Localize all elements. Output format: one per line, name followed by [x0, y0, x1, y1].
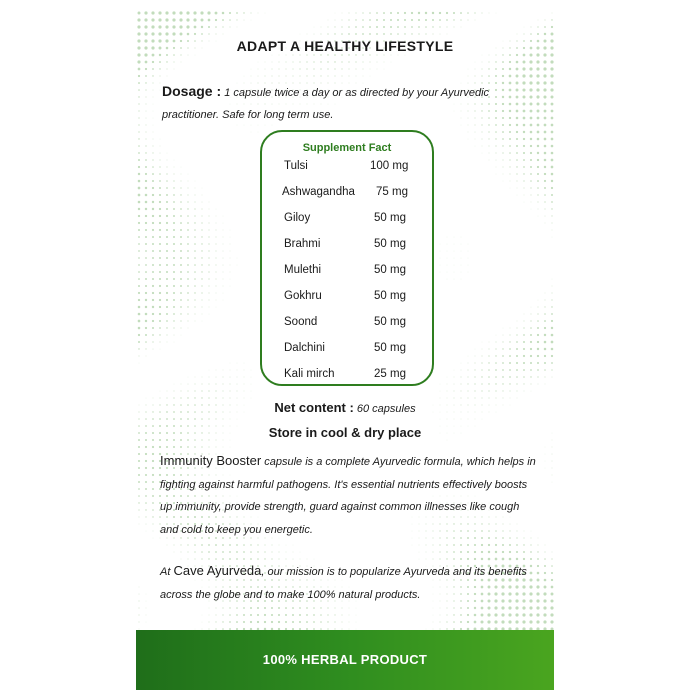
ingredient-name: Ashwagandha [282, 186, 355, 198]
ingredient-name: Gokhru [284, 290, 322, 302]
ingredient-name: Tulsi [284, 160, 308, 172]
dosage-label: Dosage : [162, 83, 222, 99]
ingredient-amount: 50 mg [374, 290, 406, 302]
net-content-value: 60 capsules [356, 403, 416, 415]
page-title: ADAPT A HEALTHY LIFESTYLE [236, 38, 454, 54]
ingredient-amount: 50 mg [374, 212, 406, 224]
net-content-label: Net content : [274, 400, 354, 415]
ingredient-amount: 50 mg [374, 238, 406, 250]
product-name: Immunity Booster [160, 453, 262, 468]
ingredient-amount: 25 mg [374, 368, 406, 380]
storage-instructions: Store in cool & dry place [268, 425, 422, 440]
immunity-paragraph [160, 450, 540, 541]
supplement-fact-title: Supplement Fact [302, 142, 392, 154]
dosage-text: 1 capsule twice a day or as directed by your Ayurvedic practitioner. Safe for long term use. [162, 87, 490, 121]
ingredient-amount: 50 mg [374, 264, 406, 276]
mission-prefix: At [160, 566, 171, 578]
ingredient-name: Brahmi [284, 238, 321, 250]
ingredient-name: Soond [284, 316, 318, 328]
immunity-text: capsule is a complete Ayurvedic formula, which helps in fighting against harmful pathogens. It's essential nutrients effectively boosts up immunity, provide strength, guard against common illnesses like cough and cold to keep you energetic. [160, 456, 536, 536]
ingredient-name: Dalchini [284, 342, 325, 354]
herbal-product-banner: 100% HERBAL PRODUCT [136, 630, 554, 690]
net-content [136, 400, 554, 415]
ingredient-amount: 75 mg [376, 186, 408, 198]
mission-text: , our mission is to popularize Ayurveda and its benefits across the globe and to make 100% natural products. [160, 566, 527, 601]
ingredient-name: Kali mirch [284, 368, 335, 380]
ingredient-amount: 50 mg [374, 316, 406, 328]
ingredient-amount: 50 mg [374, 342, 406, 354]
ingredient-name: Mulethi [284, 264, 322, 276]
dosage-section [162, 80, 542, 126]
mission-paragraph [160, 560, 540, 606]
brand-name: Cave Ayurveda [173, 563, 262, 578]
card-content [136, 10, 554, 690]
supplement-fact-box [260, 130, 434, 386]
product-info-card [136, 10, 554, 690]
ingredient-amount: 100 mg [370, 160, 409, 172]
ingredient-name: Giloy [284, 212, 311, 224]
